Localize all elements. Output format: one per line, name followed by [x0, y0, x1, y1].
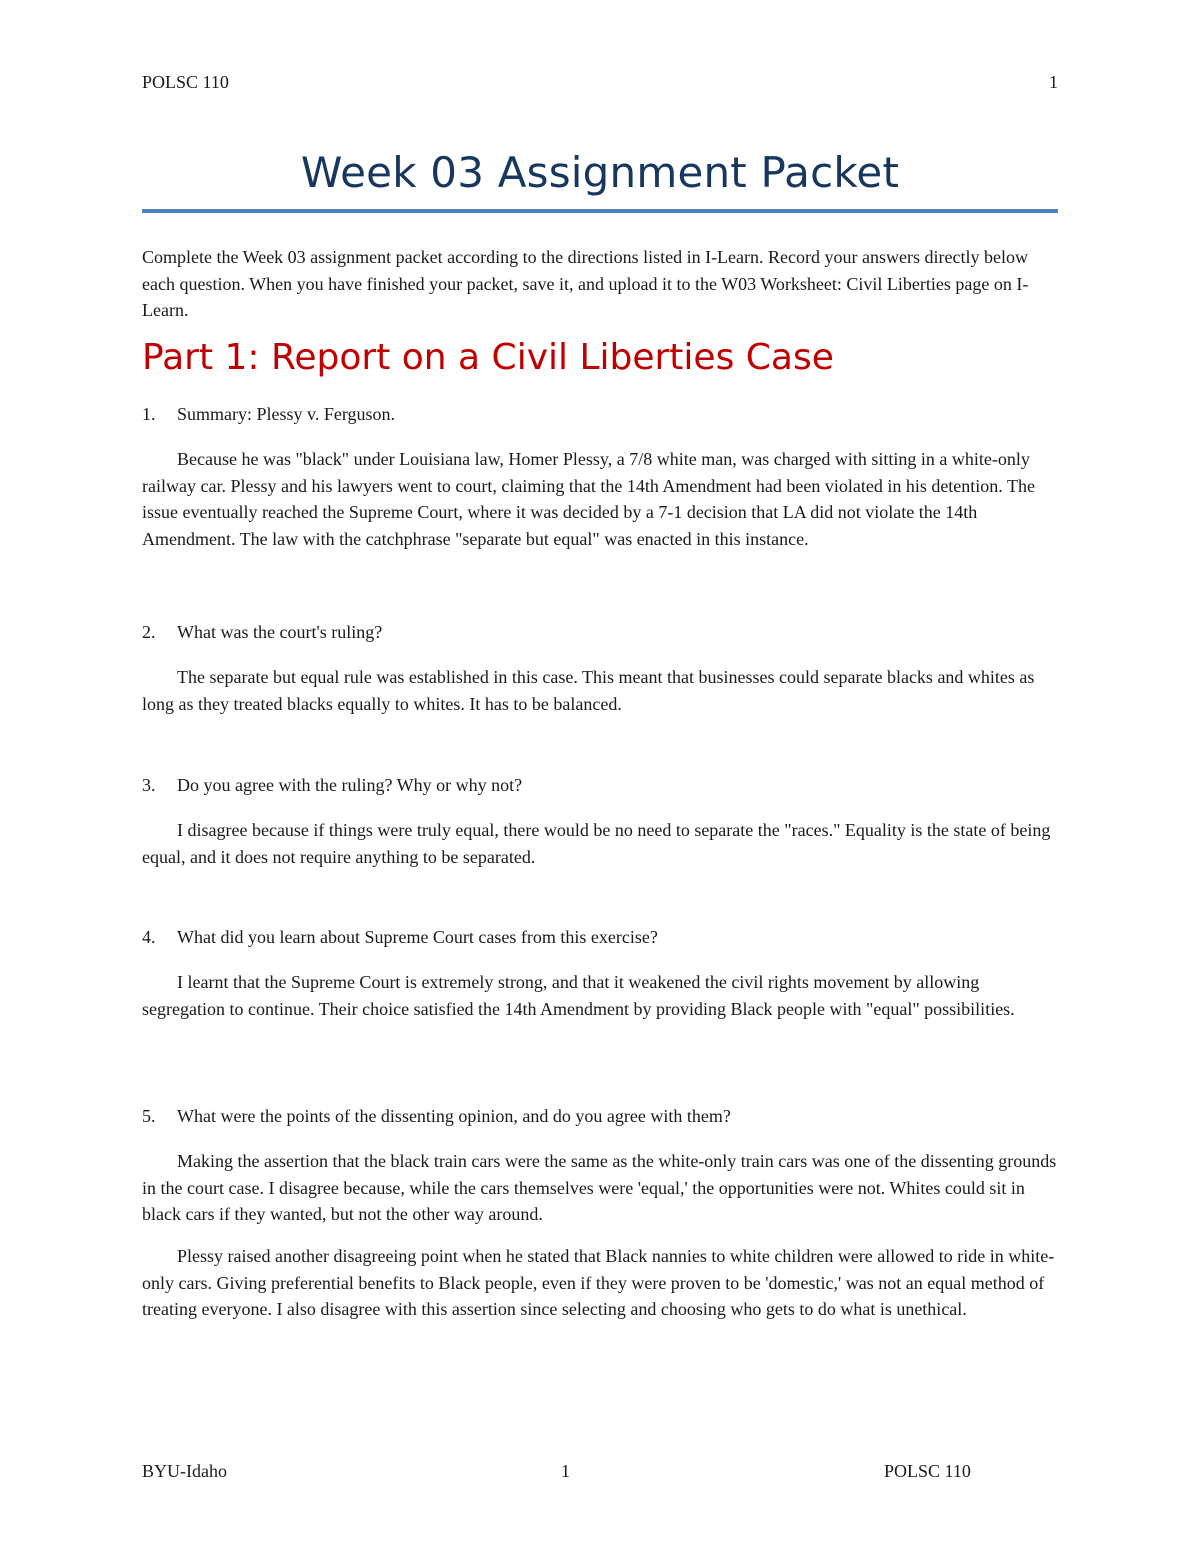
question-number: 5.: [142, 1106, 156, 1126]
question-text: Do you agree with the ruling? Why or why not?: [177, 775, 523, 795]
title-divider: [142, 209, 1058, 213]
answer-3: I disagree because if things were truly equal, there would be no need to separate the "races." Equality is the state of being equal, and it does not require anything to be separated.: [142, 820, 1051, 867]
question-text: What did you learn about Supreme Court cases from this exercise?: [177, 927, 658, 947]
question-text: What was the court's ruling?: [177, 622, 383, 642]
footer-institution: BYU-Idaho: [142, 1461, 227, 1481]
footer-course: POLSC 110: [884, 1461, 971, 1481]
answer-5-paragraph-1: Making the assertion that the black train cars were the same as the white-only train cars was one of the dissenting grounds in the court case. I disagree because, while the cars themselves were 'equal,' the opportunities were not. Whites could sit in black cars if they wanted, but not the other way around.: [142, 1151, 1057, 1224]
answer-5-paragraph-2: Plessy raised another disagreeing point when he stated that Black nannies to white children were allowed to ride in white-only cars. Giving preferential benefits to Black people, even if they were proven to be 'domestic,' was not an equal method of treating everyone. I also disagree with this assertion since selecting and choosing who gets to do what is unethical.: [142, 1246, 1055, 1319]
part-1-heading: Part 1: Report on a Civil Liberties Case: [142, 337, 834, 378]
answer-2: The separate but equal rule was established in this case. This meant that businesses could separate blacks and whites as long as they treated blacks equally to whites. It has to be balanced.: [142, 667, 1035, 714]
question-2: [142, 622, 382, 643]
question-number: 2.: [142, 622, 156, 642]
question-text: Summary: Plessy v. Ferguson.: [177, 404, 396, 424]
answer-4: I learnt that the Supreme Court is extremely strong, and that it weakened the civil rights movement by allowing segregation to continue. Their choice satisfied the 14th Amendment by providing Black people with "equal" possibilities.: [142, 972, 1015, 1019]
question-4: [142, 927, 658, 948]
footer-page-number: 1: [561, 1461, 570, 1481]
document-title: Week 03 Assignment Packet: [300, 148, 900, 197]
header-page-number: 1: [1049, 72, 1058, 92]
intro-paragraph: Complete the Week 03 assignment packet according to the directions listed in I-Learn. Record your answers directly below each question. When you have finished your packet, save it, and upload it to the W03 Worksheet: Civil Liberties page on I-Learn.: [142, 247, 1029, 320]
header-course: POLSC 110: [142, 72, 229, 92]
question-number: 1.: [142, 404, 156, 424]
question-text: What were the points of the dissenting opinion, and do you agree with them?: [177, 1106, 731, 1126]
question-5: [142, 1106, 731, 1127]
question-number: 3.: [142, 775, 156, 795]
answer-1: Because he was "black" under Louisiana law, Homer Plessy, a 7/8 white man, was charged with sitting in a white-only railway car. Plessy and his lawyers went to court, claiming that the 14th Amendment had been violated in his detention. The issue eventually reached the Supreme Court, where it was decided by a 7-1 decision that LA did not violate the 14th Amendment. The law with the catchphrase "separate but equal" was enacted in this instance.: [142, 449, 1035, 549]
question-1: [142, 404, 395, 425]
question-3: [142, 775, 522, 796]
question-number: 4.: [142, 927, 156, 947]
